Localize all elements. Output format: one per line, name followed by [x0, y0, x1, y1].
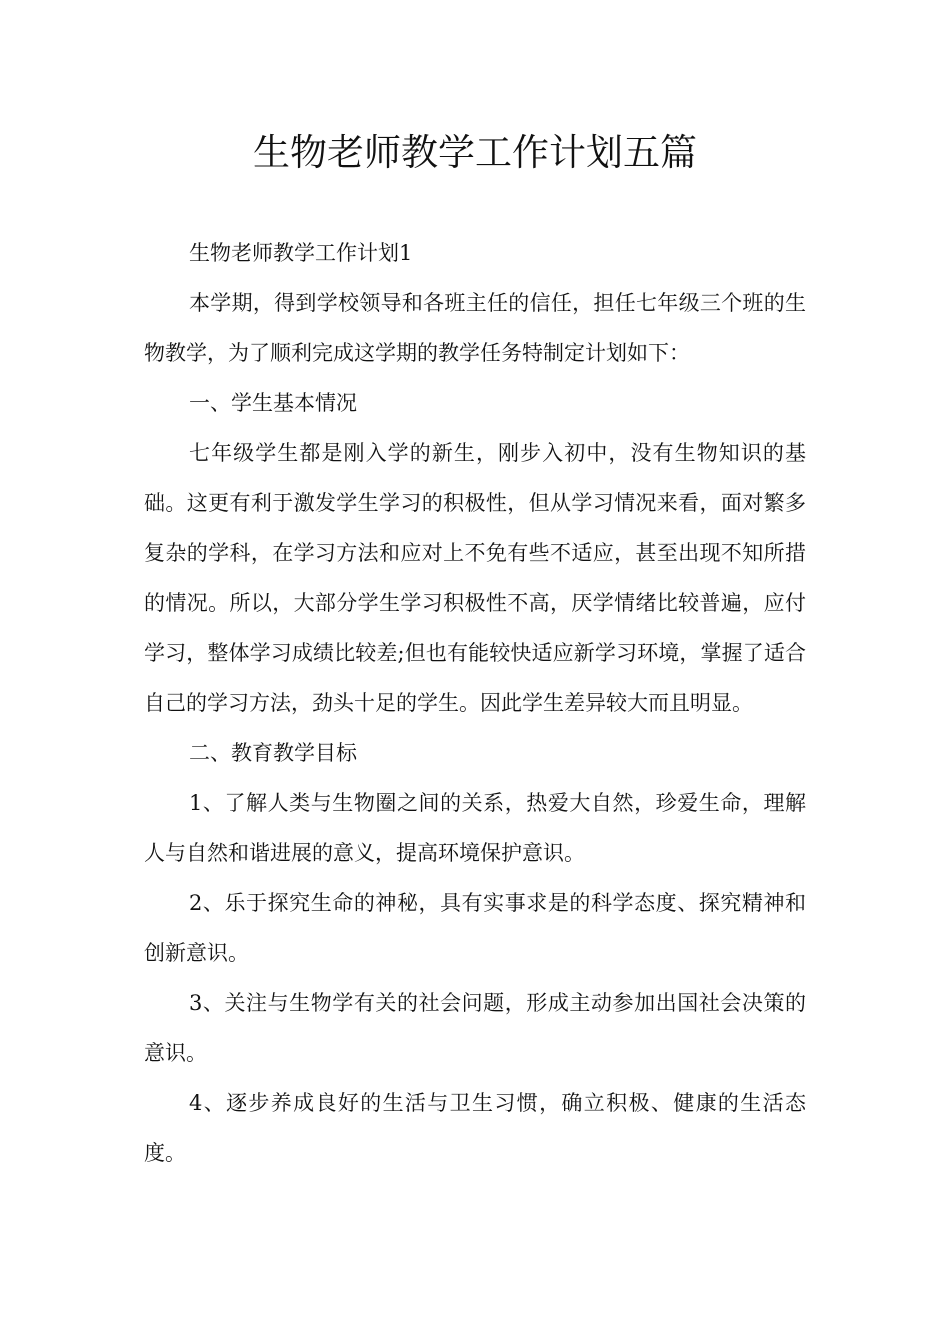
section-heading-teaching-goals: 二、教育教学目标 [189, 741, 357, 765]
section-heading-student-situation: 一、学生基本情况 [189, 391, 357, 415]
intro-paragraph: 本学期，得到学校领导和各班主任的信任，担任七年级三个班的生物教学，为了顺利完成这学期的教学任务特制定计划如下： [144, 291, 806, 365]
goal-item-4: 4、逐步养成良好的生活与卫生习惯，确立积极、健康的生活态度。 [144, 1091, 806, 1165]
section-heading-plan-1: 生物老师教学工作计划1 [189, 241, 413, 265]
goal-item-1: 1、了解人类与生物圈之间的关系，热爱大自然，珍爱生命，理解人与自然和谐进展的意义，提高环境保护意识。 [144, 791, 806, 865]
document-title: 生物老师教学工作计划五篇 [253, 131, 697, 174]
goal-item-2: 2、乐于探究生命的神秘，具有实事求是的科学态度、探究精神和创新意识。 [144, 891, 806, 965]
student-situation-paragraph: 七年级学生都是刚入学的新生，刚步入初中，没有生物知识的基础。这更有利于激发学生学习的积极性，但从学习情况来看，面对繁多复杂的学科，在学习方法和应对上不免有些不适应，甚至出现不知所措的情况。所以，大部分学生学习积极性不高，厌学情绪比较普遍，应付学习，整体学习成绩比较差;但也有能较快适应新学习环境，掌握了适合自己的学习方法，劲头十足的学生。因此学生差异较大而且明显。 [144, 441, 806, 715]
goal-item-3: 3、关注与生物学有关的社会问题，形成主动参加出国社会决策的意识。 [144, 991, 806, 1065]
document-body [144, 228, 806, 1178]
